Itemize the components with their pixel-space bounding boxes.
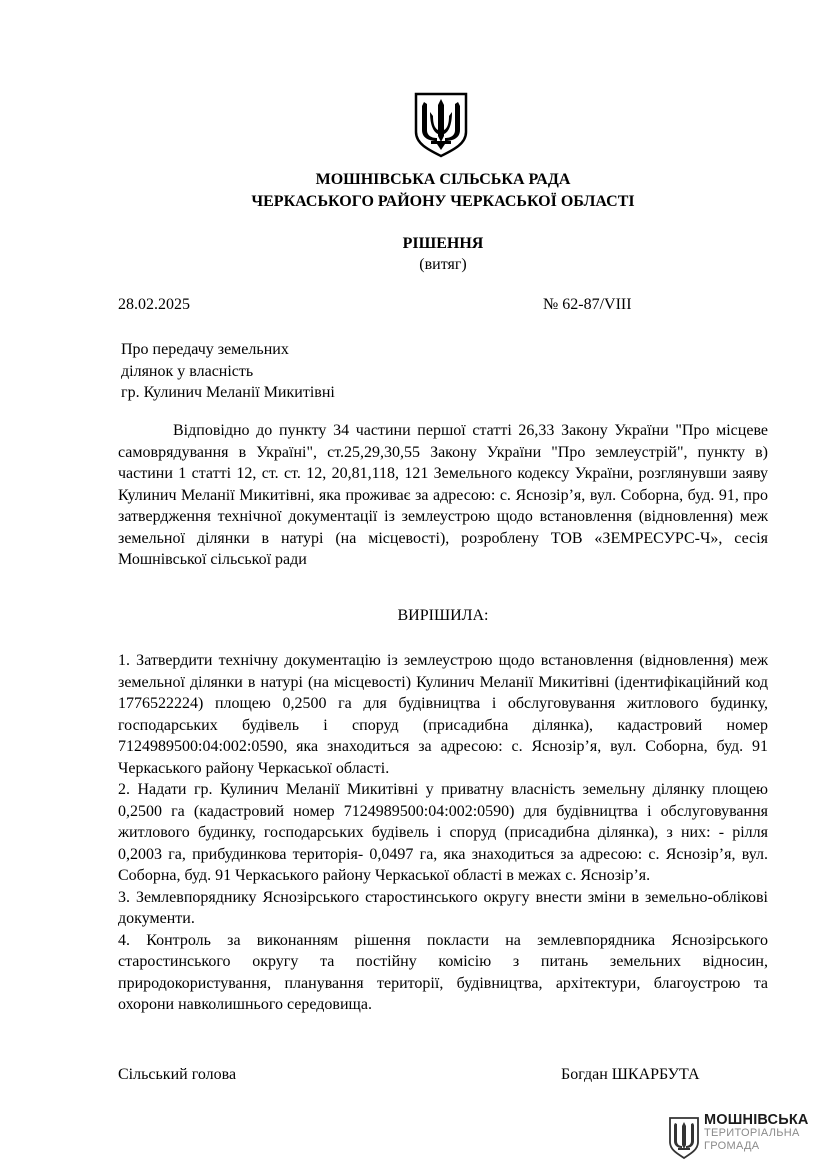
subject-line: Про передачу земельних [121,341,289,358]
footer-brand-line: МОШНІВСЬКА [704,1112,809,1128]
subject-line: гр. Кулинич Меланії Микитівні [121,384,335,401]
decision-subject [121,339,421,404]
decided-heading: ВИРІШИЛА: [397,607,489,624]
preamble-paragraph: Відповідно до пункту 34 частини першої статті 26,33 Закону України "Про місцеве самоврядування в Україні", ст.25,29,30,55 Закону України "Про землеустрій", пункту в) частини 1 статті 12, ст. ст. 12, 20,81,118, 121 Земельного кодексу України, розглянувши заяву Кулинич Меланії Микитівні, яка проживає за адресою: с. Яснозір’я, вул. Соборна, буд. 91, про затвердження технічної документації із землеустрою щодо встановлення (відновлення) меж земельної ділянки в натурі (на місцевості), розроблену ТОВ «ЗЕМРЕСУРС-Ч», сесія Мошнівської сільської ради [118,422,768,568]
tryzub-emblem-icon [413,92,469,158]
document-title: РІШЕННЯ [402,235,484,252]
tryzub-logo-icon [668,1116,700,1160]
document-date: 28.02.2025 [118,296,190,313]
decision-item: 4. Контроль за виконанням рішення покласти на землевпорядника Яснозірського старостинського округу та постійну комісію з питань земельних відносин, природокористування, планування території, будівництва, архітектури, благоустрою та охорони навколишнього середовища. [118,931,768,1013]
footer-brand-line: ТЕРИТОРІАЛЬНА [704,1127,800,1139]
decision-item: 3. Землевпоряднику Яснозірського старостинського округу внести зміни в земельно-облікові документи. [118,888,768,927]
subject-line: ділянок у власність [121,362,254,380]
decision-items [118,650,768,1016]
decision-item: 2. Надати гр. Кулинич Меланії Микитівні у приватну власність земельну ділянку площею 0,2500 га (кадастровий номер 7124989500:04:002:0590) для будівництва і обслуговування житлового будинку, господарських будівель і споруд (присадибна ділянка), з них: - рілля 0,2003 га, прибудинкова територія- 0,0497 га, яка знаходиться за адресою: с. Яснозір’я, вул. Соборна, буд. 91 Черкаського району Черкаської області в межах с. Яснозір’я. [118,781,768,884]
document-number: № 62-87/VIII [543,296,632,313]
document-subtitle: (витяг) [419,256,467,273]
decision-item: 1. Затвердити технічну документацію із землеустрою щодо встановлення (відновлення) меж земельної ділянки в натурі (на місцевості) Кулинич Меланії Микитівні (ідентифікаційний код 1776522224) площею 0,2500 га для будівництва і обслуговування житлового будинку, господарських будівель і споруд (присадибна ділянка), кадастровий номер 7124989500:04:002:0590, яка знаходиться за адресою: с. Яснозір’я, вул. Соборна, буд. 91 Черкаського району Черкаської області. [118,652,768,777]
council-district: ЧЕРКАСЬКОГО РАЙОНУ ЧЕРКАСЬКОЇ ОБЛАСТІ [251,193,635,210]
signer-position: Сільський голова [118,1066,237,1083]
signer-name: Богдан ШКАРБУТА [561,1066,700,1083]
footer-brand [704,1114,809,1153]
council-name: МОШНІВСЬКА СІЛЬСЬКА РАДА [315,171,571,188]
footer-brand-line: ГРОМАДА [704,1140,760,1152]
